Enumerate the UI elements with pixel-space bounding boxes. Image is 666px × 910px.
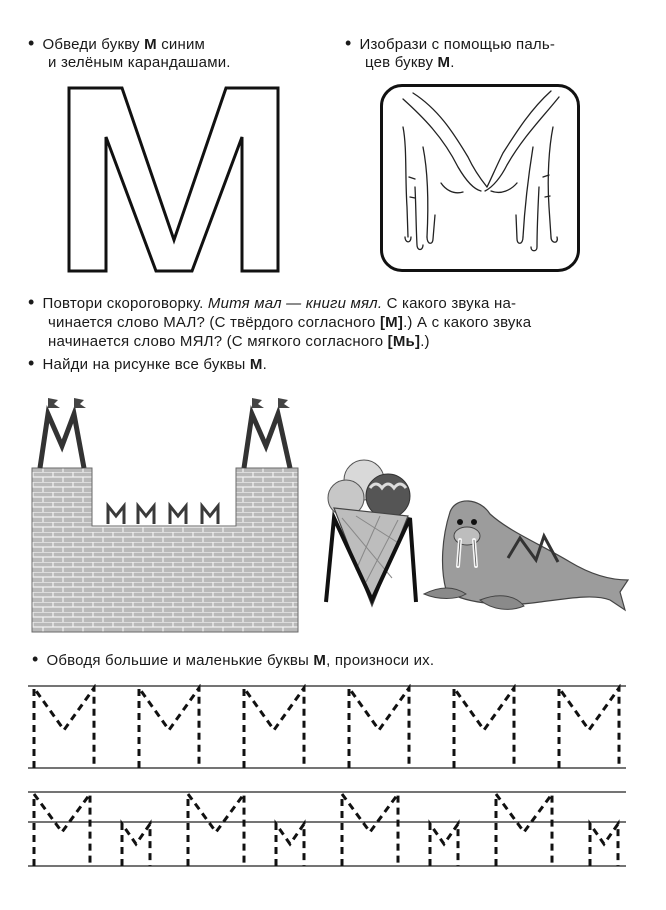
big-outline-letter[interactable] (66, 85, 282, 275)
trace-letter-m[interactable] (139, 688, 199, 768)
walrus-illustration (420, 482, 632, 620)
trace-letter-m[interactable] (34, 688, 94, 768)
task1-text: • Обведи букву М синим (28, 33, 206, 53)
task3-text-line2: чинается слово МАЛ? (С твёрдого согласного [М].) А с какого звука (48, 314, 532, 331)
hands-picture-frame (380, 84, 580, 272)
task2-text-line2: цев букву М. (365, 54, 455, 71)
trace-letter-m[interactable] (342, 794, 398, 866)
task3-text-line1: • Повтори скороговорку. Митя мал — книги мял. С какого звука на- (28, 292, 517, 312)
tracing-row-big[interactable] (28, 684, 628, 774)
bullet-icon: • (345, 33, 352, 53)
trace-letter-m[interactable] (496, 794, 552, 866)
task4-text: • Найди на рисунке все буквы М. (28, 353, 267, 373)
flag-icon (48, 398, 290, 414)
task3-text-line3: начинается слово МЯЛ? (С мягкого согласного [Мь].) (48, 333, 430, 350)
trace-letter-m[interactable] (454, 688, 514, 768)
tower-letter-m-right (244, 414, 290, 468)
trace-letter-m-small[interactable] (276, 824, 304, 866)
tower-letter-m-left (40, 414, 84, 468)
task5-text: • Обводя большие и маленькие буквы М, произноси их. (32, 649, 435, 669)
trace-letter-m[interactable] (188, 794, 244, 866)
trace-letter-m-small[interactable] (122, 824, 150, 866)
trace-letter-m[interactable] (34, 794, 90, 866)
trace-letter-m[interactable] (244, 688, 304, 768)
trace-letter-m-small[interactable] (590, 824, 618, 866)
bullet-icon: • (28, 292, 35, 312)
trace-letter-m[interactable] (349, 688, 409, 768)
tracing-row-mixed[interactable] (28, 788, 628, 872)
bullet-icon: • (28, 33, 35, 53)
ice-cream-illustration (322, 458, 422, 610)
bullet-icon: • (28, 353, 35, 373)
battlement-letters (108, 506, 218, 524)
trace-letter-m-small[interactable] (430, 824, 458, 866)
hands-letter-m-icon (383, 87, 577, 269)
task2-text: • Изобрази с помощью паль- (345, 33, 556, 53)
trace-letter-m[interactable] (559, 688, 619, 768)
bullet-icon: • (32, 649, 39, 669)
task1-text-line2: и зелёным карандашами. (48, 54, 231, 71)
castle-illustration (28, 392, 304, 636)
